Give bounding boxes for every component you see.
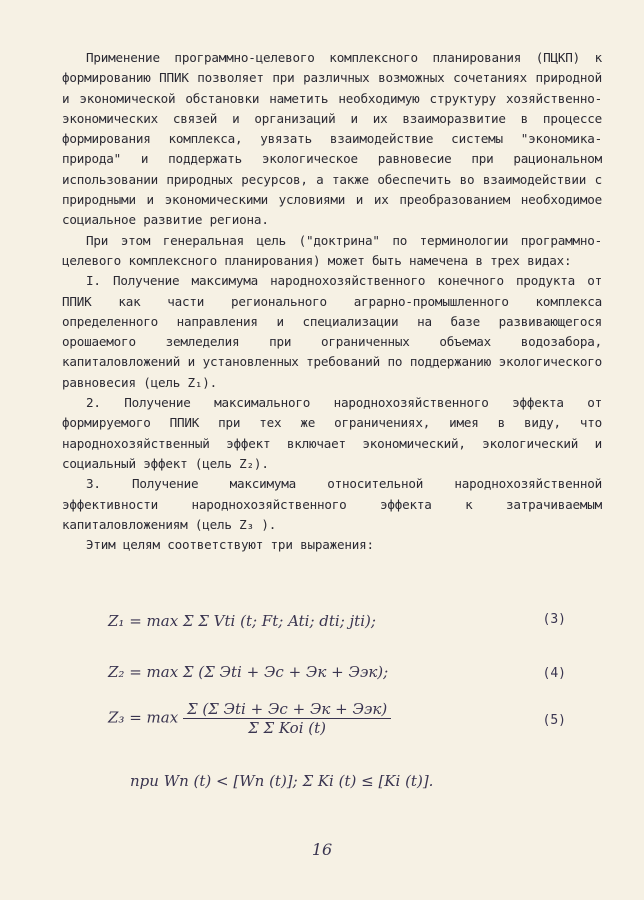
paragraph-expressions: Этим целям соответствуют три выражения: [86,537,374,553]
formula-5-lhs: Z₃ = max [108,708,179,727]
paragraph-intro: Применение программно-целевого комплексного планирования (ПЦКП) к формированию ППИК позволяет при различных возможных сочетаниях природной и экономической обстановки наметить необходимую структуру хозяйственно-экономических связей и организаций и их взаиморазвитие в процессе формирования комплекса, увязать взаимодействие системы "экономика-природа" и поддержать экологическое равновесие при рациональном использовании природных ресурсов, а также обеспечить во взаимодействии с природными и экономическими условиями и их преобразованием необходимое социальное развитие региона. [62,50,602,228]
formula-5-denominator: Σ Σ Koi (t) [248,719,326,737]
formula-5 [108,700,391,737]
formula-4: Z₂ = max Σ (Σ Эti + Эс + Эк + Ээк); [108,663,389,681]
formula-3: Z₁ = max Σ Σ Vti (t; Ft; Ati; dti; jti); [108,612,376,630]
formula-5-fraction [183,700,391,737]
equation-number-5: (5) [542,713,566,728]
equation-number-4: (4) [542,666,566,681]
formula-5-numerator: Σ (Σ Эti + Эс + Эк + Ээк) [183,700,391,719]
equation-number-3: (3) [542,612,566,627]
paragraph-goal-2: 2. Получение максимального народнохозяйственного эффекта от формируемого ППИК при тех же ограничениях, имея в виду, что народнохозяйственный эффект включает экономический, экологический и социальный эффект (цель Z₂). [62,395,602,471]
paragraph-goal: При этом генеральная цель ("доктрина" по терминологии программно-целевого комплексного планирования) может быть намечена в трех видах: [62,232,602,268]
paragraph-goal-3: 3. Получение максимума относительной народнохозяйственной эффективности народнохозяйственного эффекта к затрачиваемым капиталовложениям (цель Z₃ ). [62,476,602,532]
constraint-formula: при Wn (t) < [Wn (t)]; Σ Ki (t) ≤ [Ki (t)]. [130,772,434,790]
body-text [62,48,602,555]
page-number: 16 [311,840,333,859]
paragraph-goal-1: I. Получение максимума народнохозяйственного конечного продукта от ППИК как части регионального аграрно-промышленного комплекса определенного направления и специализации на базе развивающегося орошаемого земледелия при ограниченных объемах водозабора, капиталовложений и установленных требований по поддержанию экологического равновесия (цель Z₁). [62,273,602,390]
